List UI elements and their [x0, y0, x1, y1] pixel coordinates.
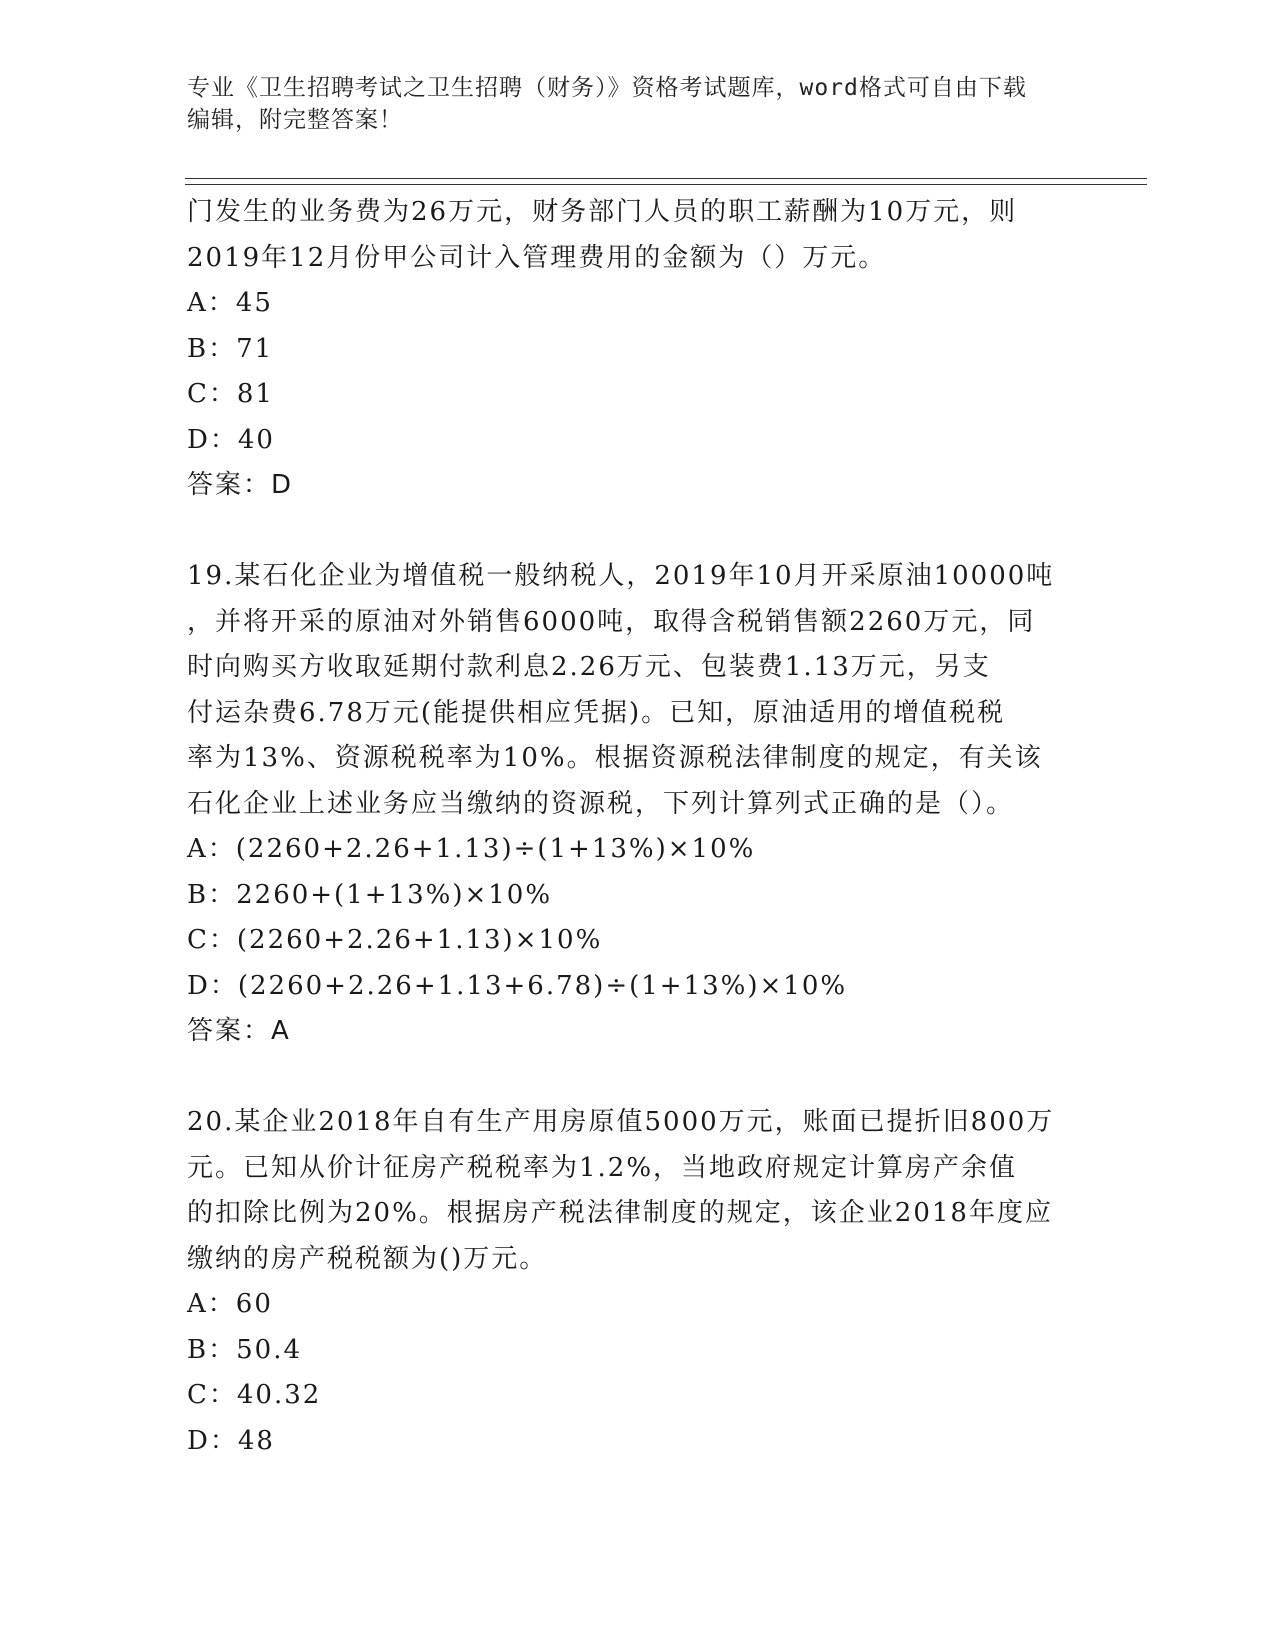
- question-text-line: 门发生的业务费为26万元，财务部门人员的职工薪酬为10万元，则: [187, 197, 1018, 227]
- question-text-line: 的扣除比例为20%。根据房产税法律制度的规定，该企业2018年度应: [187, 1198, 1053, 1228]
- answer-label: 答案：D: [187, 470, 294, 500]
- option-a: A：60: [187, 1289, 273, 1319]
- header-line-1: 专业《卫生招聘考试之卫生招聘（财务）》资格考试题库，word格式可自由下载: [187, 75, 1027, 101]
- option-a: A：45: [187, 288, 273, 318]
- option-b: B：71: [187, 333, 274, 364]
- question-19: [187, 554, 1087, 1055]
- document-header: [187, 72, 1067, 136]
- option-c: C：(2260+2.26+1.13)×10%: [187, 925, 603, 955]
- question-text-line: 2019年12月份甲公司计入管理费用的金额为（）万元。: [187, 242, 887, 273]
- option-b: B：50.4: [187, 1334, 302, 1365]
- spacer: [187, 509, 1087, 555]
- question-text-line: 20.某企业2018年自有生产用房原值5000万元，账面已提折旧800万: [187, 1107, 1055, 1137]
- option-d: D：(2260+2.26+1.13+6.78)÷(1+13%)×10%: [187, 970, 848, 1001]
- option-d: D：40: [187, 424, 275, 455]
- question-18: [187, 190, 1087, 509]
- option-d: D：48: [187, 1425, 275, 1456]
- question-text-line: 时向购买方收取延期付款利息2.26万元、包装费1.13万元，另支: [187, 652, 991, 682]
- question-text-line: 19.某石化企业为增值税一般纳税人，2019年10月开采原油10000吨: [187, 561, 1055, 591]
- question-text-line: 率为13%、资源税税率为10%。根据资源税法律制度的规定，有关该: [187, 743, 1043, 773]
- question-list: [187, 190, 1087, 1464]
- spacer: [187, 1055, 1087, 1101]
- question-text-line: 石化企业上述业务应当缴纳的资源税，下列计算列式正确的是（）。: [187, 788, 1015, 819]
- option-c: C：40.32: [187, 1380, 322, 1410]
- question-text-line: 付运杂费6.78万元(能提供相应凭据)。已知，原油适用的增值税税: [187, 697, 1006, 728]
- header-divider-top: [185, 178, 1147, 179]
- header-line-2: 编辑，附完整答案！: [187, 107, 403, 133]
- option-a: A：(2260+2.26+1.13)÷(1+13%)×10%: [187, 834, 756, 864]
- question-text-line: ，并将开采的原油对外销售6000吨，取得含税销售额2260万元，同: [187, 606, 1036, 637]
- option-b: B：2260+(1+13%)×10%: [187, 879, 553, 910]
- answer-label: 答案：A: [187, 1016, 291, 1046]
- question-text-line: 元。已知从价计征房产税税率为1.2%，当地政府规定计算房产余值: [187, 1152, 1018, 1183]
- question-20: [187, 1100, 1087, 1464]
- header-divider-bottom: [185, 184, 1147, 185]
- option-c: C：81: [187, 379, 274, 409]
- question-text-line: 缴纳的房产税税额为()万元。: [187, 1243, 548, 1274]
